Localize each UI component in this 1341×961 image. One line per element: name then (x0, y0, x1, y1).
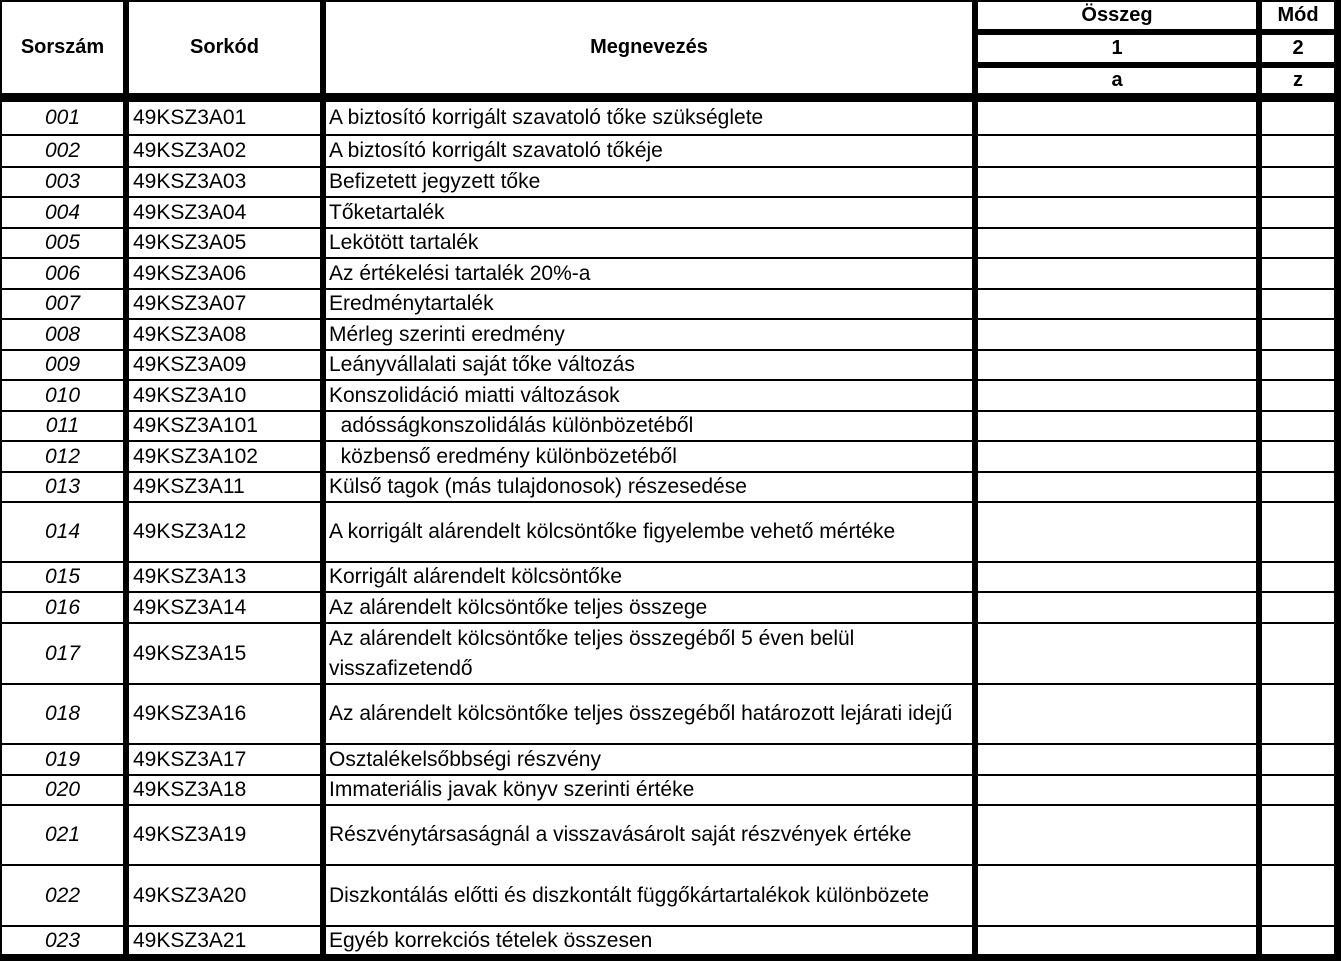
row-number: 006 (2, 259, 123, 288)
row-code: 49KSZ3A09 (129, 351, 320, 379)
row-description: közbenső eredmény különbözetéből (326, 442, 972, 471)
row-number: 002 (2, 136, 123, 166)
row-number: 014 (2, 503, 123, 561)
row-mode-cell[interactable] (1262, 563, 1334, 591)
row-code: 49KSZ3A21 (129, 927, 320, 954)
row-code: 49KSZ3A08 (129, 320, 320, 349)
row-amount-cell[interactable] (978, 866, 1256, 925)
row-description: Korrigált alárendelt kölcsöntőke (326, 563, 972, 591)
row-code: 49KSZ3A03 (129, 168, 320, 196)
header-mod-col-number: 2 (1262, 35, 1334, 62)
row-amount-cell[interactable] (978, 927, 1256, 954)
row-number: 009 (2, 351, 123, 379)
row-number: 017 (2, 624, 123, 683)
row-amount-cell[interactable] (978, 381, 1256, 410)
row-code: 49KSZ3A07 (129, 290, 320, 318)
row-description: Befizetett jegyzett tőke (326, 168, 972, 196)
row-code: 49KSZ3A01 (129, 102, 320, 134)
row-description: Osztalékelsőbbségi részvény (326, 745, 972, 774)
row-number: 020 (2, 776, 123, 804)
row-description: Az alárendelt kölcsöntőke teljes összegéből határozott lejárati idejű (326, 685, 972, 743)
row-number: 007 (2, 290, 123, 318)
row-description: A korrigált alárendelt kölcsöntőke figyelembe vehető mértéke (326, 503, 972, 561)
row-number: 005 (2, 229, 123, 257)
row-number: 012 (2, 442, 123, 471)
row-mode-cell[interactable] (1262, 745, 1334, 774)
row-number: 022 (2, 866, 123, 925)
row-mode-cell[interactable] (1262, 442, 1334, 471)
row-description: Tőketartalék (326, 198, 972, 227)
row-amount-cell[interactable] (978, 102, 1256, 134)
row-code: 49KSZ3A05 (129, 229, 320, 257)
row-code: 49KSZ3A19 (129, 806, 320, 864)
row-divider (0, 0, 1341, 2)
row-mode-cell[interactable] (1262, 320, 1334, 349)
row-number: 001 (2, 102, 123, 134)
row-code: 49KSZ3A12 (129, 503, 320, 561)
row-mode-cell[interactable] (1262, 593, 1334, 622)
header-sorkod: Sorkód (129, 2, 320, 93)
row-description: Eredménytartalék (326, 290, 972, 318)
header-osszeg-col-letter: a (978, 68, 1256, 93)
column-divider (1334, 0, 1341, 961)
row-code: 49KSZ3A02 (129, 136, 320, 166)
row-mode-cell[interactable] (1262, 776, 1334, 804)
row-code: 49KSZ3A16 (129, 685, 320, 743)
header-sorszam: Sorszám (2, 2, 123, 93)
header-mod-col-letter: z (1262, 68, 1334, 93)
row-amount-cell[interactable] (978, 168, 1256, 196)
row-amount-cell[interactable] (978, 229, 1256, 257)
row-mode-cell[interactable] (1262, 168, 1334, 196)
row-code: 49KSZ3A06 (129, 259, 320, 288)
row-code: 49KSZ3A13 (129, 563, 320, 591)
row-mode-cell[interactable] (1262, 473, 1334, 501)
row-code: 49KSZ3A18 (129, 776, 320, 804)
row-number: 013 (2, 473, 123, 501)
row-mode-cell[interactable] (1262, 290, 1334, 318)
row-mode-cell[interactable] (1262, 136, 1334, 166)
row-code: 49KSZ3A14 (129, 593, 320, 622)
row-number: 021 (2, 806, 123, 864)
row-mode-cell[interactable] (1262, 381, 1334, 410)
row-code: 49KSZ3A04 (129, 198, 320, 227)
row-description: Az alárendelt kölcsöntőke teljes összegéből 5 éven belül visszafizetendő (326, 624, 972, 683)
row-code: 49KSZ3A17 (129, 745, 320, 774)
row-amount-cell[interactable] (978, 563, 1256, 591)
row-mode-cell[interactable] (1262, 806, 1334, 864)
row-mode-cell[interactable] (1262, 351, 1334, 379)
row-code: 49KSZ3A15 (129, 624, 320, 683)
row-mode-cell[interactable] (1262, 198, 1334, 227)
row-mode-cell[interactable] (1262, 503, 1334, 561)
row-number: 004 (2, 198, 123, 227)
row-amount-cell[interactable] (978, 745, 1256, 774)
row-amount-cell[interactable] (978, 412, 1256, 440)
row-amount-cell[interactable] (978, 776, 1256, 804)
row-amount-cell[interactable] (978, 503, 1256, 561)
row-amount-cell[interactable] (978, 198, 1256, 227)
row-mode-cell[interactable] (1262, 624, 1334, 683)
header-divider (972, 62, 1341, 68)
row-amount-cell[interactable] (978, 136, 1256, 166)
row-amount-cell[interactable] (978, 593, 1256, 622)
row-number: 018 (2, 685, 123, 743)
row-amount-cell[interactable] (978, 806, 1256, 864)
row-number: 016 (2, 593, 123, 622)
row-description: A biztosító korrigált szavatoló tőke szükséglete (326, 102, 972, 134)
row-description: Leányvállalati saját tőke változás (326, 351, 972, 379)
row-description: Lekötött tartalék (326, 229, 972, 257)
row-mode-cell[interactable] (1262, 927, 1334, 954)
row-description: Külső tagok (más tulajdonosok) részesedése (326, 473, 972, 501)
row-divider (0, 93, 1341, 102)
header-osszeg-col-number: 1 (978, 35, 1256, 62)
header-osszeg: Összeg (978, 2, 1256, 29)
row-number: 019 (2, 745, 123, 774)
row-number: 008 (2, 320, 123, 349)
row-code: 49KSZ3A11 (129, 473, 320, 501)
header-divider (972, 29, 1341, 35)
row-mode-cell[interactable] (1262, 685, 1334, 743)
row-description: A biztosító korrigált szavatoló tőkéje (326, 136, 972, 166)
row-mode-cell[interactable] (1262, 412, 1334, 440)
row-description: adósságkonszolidálás különbözetéből (326, 412, 972, 440)
row-mode-cell[interactable] (1262, 866, 1334, 925)
row-description: Mérleg szerinti eredmény (326, 320, 972, 349)
row-amount-cell[interactable] (978, 473, 1256, 501)
row-description: Egyéb korrekciós tételek összesen (326, 927, 972, 954)
row-divider (0, 954, 1341, 961)
row-amount-cell[interactable] (978, 259, 1256, 288)
row-description: Részvénytársaságnál a visszavásárolt saját részvények értéke (326, 806, 972, 864)
row-mode-cell[interactable] (1262, 229, 1334, 257)
row-amount-cell[interactable] (978, 685, 1256, 743)
row-mode-cell[interactable] (1262, 259, 1334, 288)
row-amount-cell[interactable] (978, 624, 1256, 683)
row-number: 010 (2, 381, 123, 410)
row-description: Immateriális javak könyv szerinti értéke (326, 776, 972, 804)
row-code: 49KSZ3A101 (129, 412, 320, 440)
header-mod: Mód (1262, 2, 1334, 29)
row-description: Konszolidáció miatti változások (326, 381, 972, 410)
row-code: 49KSZ3A102 (129, 442, 320, 471)
row-number: 015 (2, 563, 123, 591)
row-number: 023 (2, 927, 123, 954)
row-description: Az értékelési tartalék 20%-a (326, 259, 972, 288)
row-amount-cell[interactable] (978, 290, 1256, 318)
row-number: 003 (2, 168, 123, 196)
row-amount-cell[interactable] (978, 442, 1256, 471)
row-amount-cell[interactable] (978, 320, 1256, 349)
row-description: Az alárendelt kölcsöntőke teljes összege (326, 593, 972, 622)
row-number: 011 (2, 412, 123, 440)
row-code: 49KSZ3A20 (129, 866, 320, 925)
row-description: Diszkontálás előtti és diszkontált függőkártartalékok különbözete (326, 866, 972, 925)
row-mode-cell[interactable] (1262, 102, 1334, 134)
header-megnevezes: Megnevezés (326, 2, 972, 93)
row-code: 49KSZ3A10 (129, 381, 320, 410)
row-amount-cell[interactable] (978, 351, 1256, 379)
